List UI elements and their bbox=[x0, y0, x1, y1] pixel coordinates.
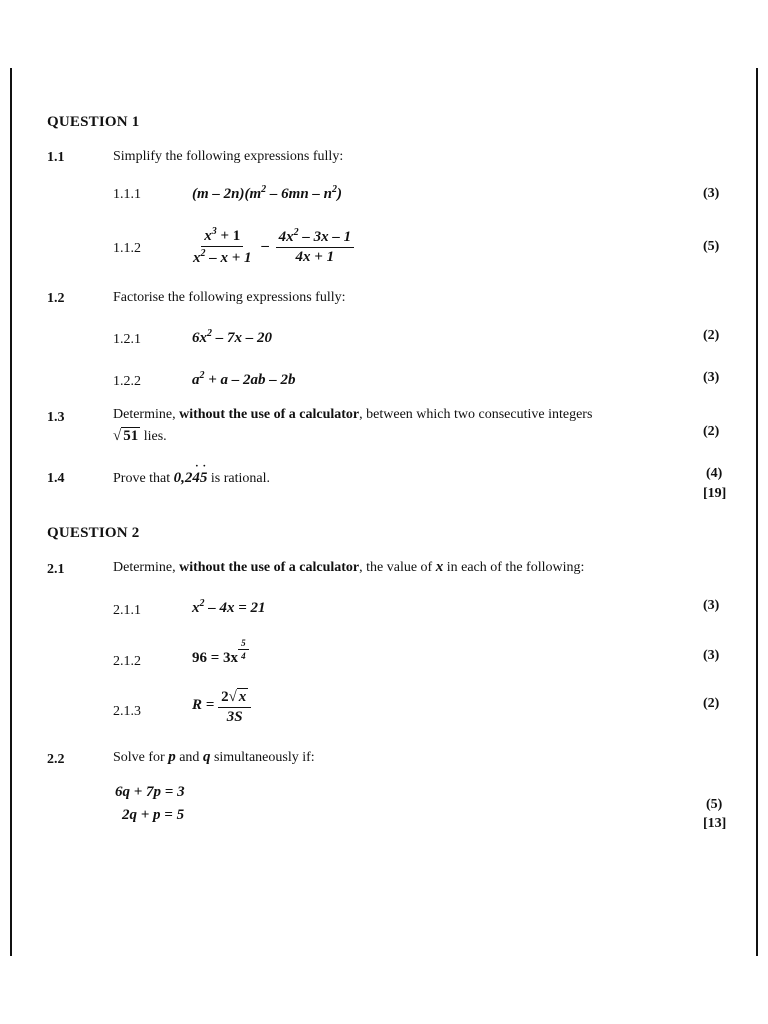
q1-3-instruction: Determine, without the use of a calculator, between which two consecutive integers bbox=[113, 407, 593, 422]
q1-2-2-expression: $a^2 + a - 2ab - 2b$ bbox=[192, 370, 296, 388]
q2-2-number: 2.2 bbox=[47, 752, 65, 767]
q1-2-number: 1.2 bbox=[47, 291, 65, 306]
q1-4-marks: (4) bbox=[706, 466, 723, 481]
q2-2-equation-1: 6q + 7p = 3 bbox=[115, 784, 185, 800]
q1-4-instruction: Prove that 0,2˙ 4˙ 5 is rational. bbox=[113, 470, 270, 487]
q1-2-1-marks: (2) bbox=[703, 328, 720, 343]
fraction-r: $\frac{2√ x}{3S}$ bbox=[218, 689, 251, 726]
q1-2-1-number: 1.2.1 bbox=[113, 332, 141, 347]
q2-2-instruction: Solve for p and q simultaneously if: bbox=[113, 749, 315, 765]
q2-1-2-number: 2.1.2 bbox=[113, 654, 141, 669]
q1-1-1-number: 1.1.1 bbox=[113, 187, 141, 202]
q2-1-2-marks: (3) bbox=[703, 648, 720, 663]
left-border-line bbox=[10, 68, 12, 956]
q2-2-marks: (5) bbox=[706, 797, 723, 812]
q1-total: [19] bbox=[703, 486, 727, 501]
q2-1-1-marks: (3) bbox=[703, 598, 720, 613]
q2-1-number: 2.1 bbox=[47, 562, 65, 577]
q1-3-instruction-line2: √ 51 lies. bbox=[113, 428, 167, 444]
fraction-1: $\frac{x^3 + 1}{x^2 - x + 1}$ bbox=[193, 226, 252, 266]
q1-1-2-marks: (5) bbox=[703, 239, 720, 254]
q1-3-number: 1.3 bbox=[47, 410, 65, 425]
q1-1-number: 1.1 bbox=[47, 150, 65, 165]
square-root-51: √ 51 bbox=[113, 428, 139, 444]
q1-1-instruction: Simplify the following expressions fully: bbox=[113, 149, 344, 164]
fraction-2: $\frac{4x^2 - 3x - 1}{4x + 1}$ bbox=[276, 227, 355, 266]
right-border-line bbox=[756, 68, 758, 956]
q1-2-1-expression: $6x^2 - 7x - 20$ bbox=[192, 328, 272, 346]
q2-total: [13] bbox=[703, 816, 727, 831]
q1-1-2-number: 1.1.2 bbox=[113, 241, 141, 256]
q2-1-3-number: 2.1.3 bbox=[113, 704, 141, 719]
q2-1-1-number: 2.1.1 bbox=[113, 603, 141, 618]
exponent-fraction: $\frac{5}{4}$ bbox=[238, 638, 249, 661]
q1-2-2-number: 1.2.2 bbox=[113, 374, 141, 389]
q2-1-1-expression: $x^2 - 4x = 21$ bbox=[192, 598, 266, 616]
q2-1-2-expression: 96 = 3x $\frac{5}{4}$ bbox=[192, 636, 249, 659]
q1-1-2-expression: $\frac{x^3 + 1}{x^2 - x + 1}$ – $\frac{4x^2 - 3x - 1}{4x + 1}$ bbox=[190, 226, 354, 267]
q2-2-equation-2: 2q + p = 5 bbox=[122, 807, 185, 823]
question-2-heading: QUESTION 2 bbox=[47, 525, 140, 541]
recurring-decimal: 0,2˙ 4˙ 5 bbox=[174, 470, 208, 486]
q1-2-2-marks: (3) bbox=[703, 370, 720, 385]
q2-1-3-expression: R = $\frac{2√ x}{3S}$ bbox=[192, 689, 251, 726]
q2-1-3-marks: (2) bbox=[703, 696, 720, 711]
q1-1-1-marks: (3) bbox=[703, 186, 720, 201]
q1-4-number: 1.4 bbox=[47, 471, 65, 486]
q1-2-instruction: Factorise the following expressions fully: bbox=[113, 290, 346, 305]
q1-3-marks: (2) bbox=[703, 424, 720, 439]
question-1-heading: QUESTION 1 bbox=[47, 114, 140, 130]
q2-1-instruction: Determine, without the use of a calculator, the value of x in each of the following: bbox=[113, 559, 585, 575]
q1-1-1-expression: $(m - 2n)(m^2 - 6mn - n^2)$ bbox=[192, 184, 343, 202]
